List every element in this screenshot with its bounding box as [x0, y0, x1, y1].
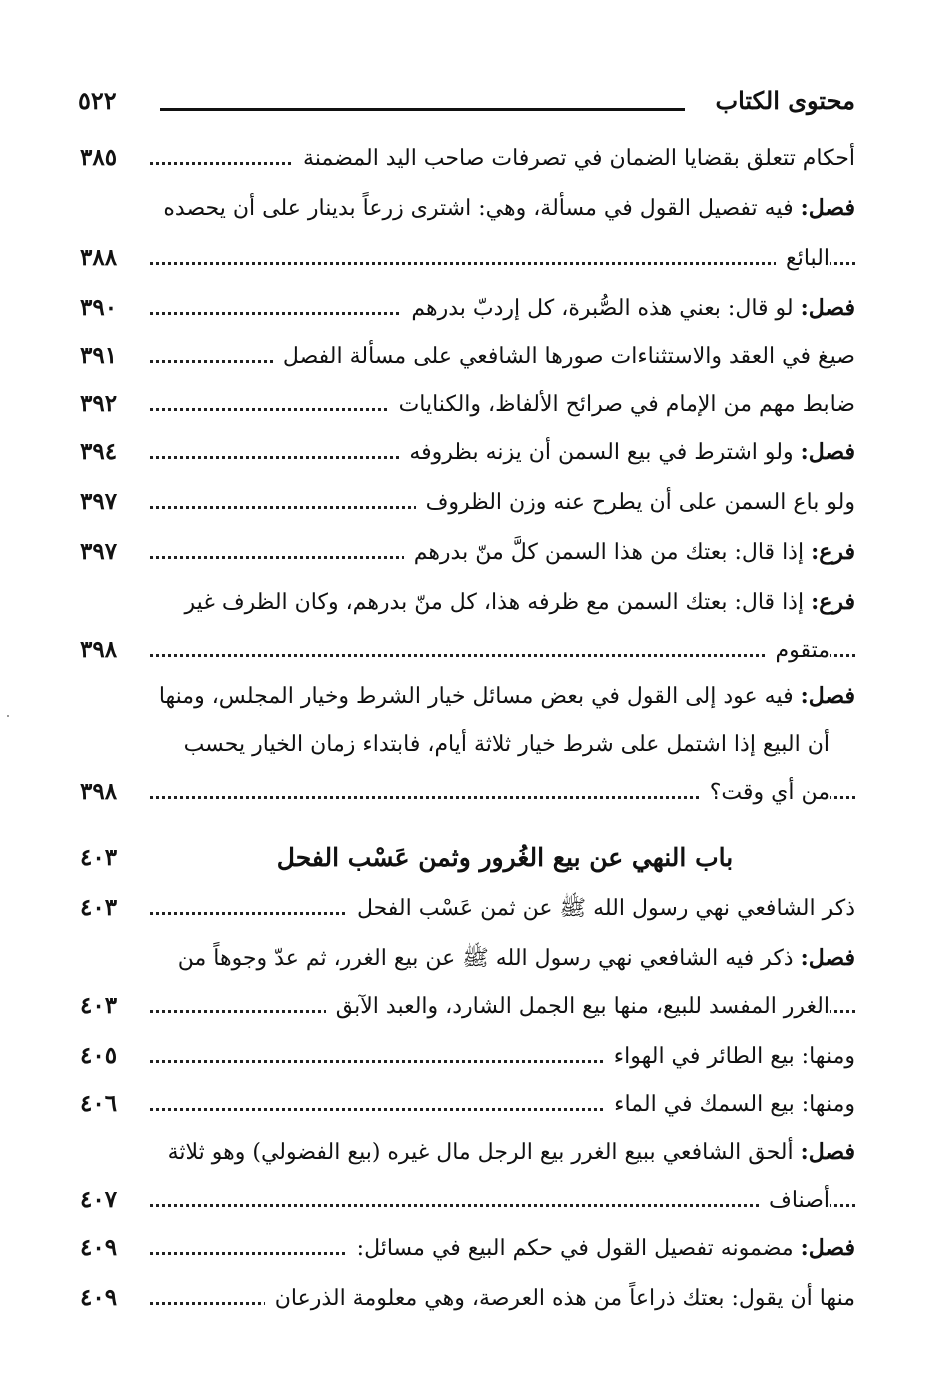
toc-line: [80, 336, 855, 376]
toc-page-number: ٤٠٣: [80, 844, 118, 871]
chapter-title: باب النهي عن بيع الغُرور وثمن عَسْب الفحل: [276, 843, 734, 872]
toc-text: صيغ في العقد والاستثناءات صورها الشافعي على مسألة الفصل: [273, 336, 855, 377]
toc-line: [80, 288, 855, 328]
toc-line: [80, 482, 855, 522]
toc-line: [80, 1180, 855, 1220]
toc-line: [80, 238, 855, 278]
toc-text: أحكام تتعلق بقضايا الضمان في تصرفات صاحب اليد المضمنة: [293, 138, 855, 179]
toc-line: [80, 676, 855, 716]
toc-line: [80, 432, 855, 472]
toc-line: [80, 532, 855, 572]
toc-text: الغرر المفسد للبيع، منها بيع الجمل الشارد، والعبد الآبق: [326, 986, 830, 1027]
toc-page-number: ٤٠٣: [80, 894, 118, 921]
toc-text: فصل: ولو اشترط في بيع السمن أن يزنه بظروفه: [399, 432, 855, 473]
toc-line: [80, 138, 855, 178]
toc-text: البائع: [776, 238, 830, 279]
toc-line: [80, 1278, 855, 1318]
toc-text: ومنها: بيع السمك في الماء: [604, 1084, 855, 1125]
toc-page-number: ٣٩٧: [80, 488, 118, 515]
toc-page-number: ٤٠٩: [80, 1284, 118, 1311]
toc-text: من أي وقت؟: [700, 772, 830, 813]
toc-text: فصل: فيه عود إلى القول في بعض مسائل خيار الشرط وخيار المجلس، ومنها: [149, 676, 855, 717]
toc-line: [80, 986, 855, 1026]
toc-text: فصل: فيه تفصيل القول في مسألة، وهي: اشترى زرعاً بدينار على أن يحصده: [153, 188, 855, 229]
toc-line: [80, 630, 855, 670]
toc-line: [80, 938, 855, 978]
chapter-heading: [80, 838, 855, 878]
toc-text: ضابط مهم من الإمام في صرائح الألفاظ، والكنايات: [389, 384, 855, 425]
toc-line: [80, 724, 855, 764]
toc-page-number: ٤٠٦: [80, 1090, 118, 1117]
toc-line: [80, 1132, 855, 1172]
toc-text: فصل: مضمونه تفصيل القول في حكم البيع في مسائل:: [347, 1228, 855, 1269]
toc-page-number: ٤٠٣: [80, 992, 118, 1019]
header-rule: [160, 108, 685, 111]
toc-line: [80, 772, 855, 812]
toc-text: فصل: لو قال: بعني هذه الصُّبرة، كل إردبّ بدرهم: [401, 288, 855, 329]
toc-page-number: ٤٠٥: [80, 1042, 118, 1069]
toc-text: متقوم: [765, 630, 830, 671]
toc-text: فصل: ذكر فيه الشافعي نهي رسول الله ﷺ عن بيع الغرر، ثم عدّ وجوهاً من: [168, 938, 855, 979]
toc-text: فرع: إذا قال: بعتك السمن مع ظرفه هذا، كل منّ بدرهم، وكان الظرف غير: [175, 582, 855, 623]
toc-text: أن البيع إذا اشتمل على شرط خيار ثلاثة أيام، فابتداء زمان الخيار يحسب: [174, 724, 830, 765]
toc-line: [80, 384, 855, 424]
toc-text: منها أن يقول: بعتك ذراعاً من هذه العرصة، وهي معلومة الذرعان: [265, 1278, 855, 1319]
toc-page-number: ٤٠٩: [80, 1234, 118, 1261]
toc-text: فرع: إذا قال: بعتك من هذا السمن كلَّ منّ بدرهم: [404, 532, 855, 573]
toc-page-number: ٣٩٧: [80, 538, 118, 565]
toc-page-number: ٣٩١: [80, 342, 118, 369]
toc-page-number: ٣٩٢: [80, 390, 118, 417]
toc-page-number: ٣٩٠: [80, 294, 118, 321]
scan-speck: [7, 715, 9, 717]
leader-dots: [150, 262, 855, 265]
toc-text: ولو باع السمن على أن يطرح عنه وزن الظروف: [416, 482, 855, 523]
running-header: [78, 82, 855, 122]
leader-dots: [150, 654, 855, 657]
toc-line: [80, 582, 855, 622]
toc-text: أصناف: [759, 1180, 830, 1221]
toc-page-number: ٤٠٧: [80, 1186, 118, 1213]
toc-line: [80, 888, 855, 928]
toc-text: فصل: ألحق الشافعي ببيع الغرر بيع الرجل مال غيره (بيع الفضولي) وهو ثلاثة: [158, 1132, 855, 1173]
toc-line: [80, 188, 855, 228]
toc-text: ذكر الشافعي نهي رسول الله ﷺ عن ثمن عَسْب الفحل: [347, 888, 855, 929]
toc-text: ومنها: بيع الطائر في الهواء: [604, 1036, 855, 1077]
toc-page-number: ٣٩٨: [80, 636, 118, 663]
header-page-number: ٥٢٢: [78, 86, 117, 115]
toc-page-number: ٣٩٤: [80, 438, 118, 465]
toc-line: [80, 1036, 855, 1076]
toc-page-number: ٣٨٥: [80, 144, 118, 171]
toc-page-number: ٣٨٨: [80, 244, 118, 271]
leader-dots: [150, 1204, 855, 1207]
header-title: محتوى الكتاب: [715, 86, 855, 115]
toc-line: [80, 1084, 855, 1124]
toc-page-number: ٣٩٨: [80, 778, 118, 805]
toc-line: [80, 1228, 855, 1268]
